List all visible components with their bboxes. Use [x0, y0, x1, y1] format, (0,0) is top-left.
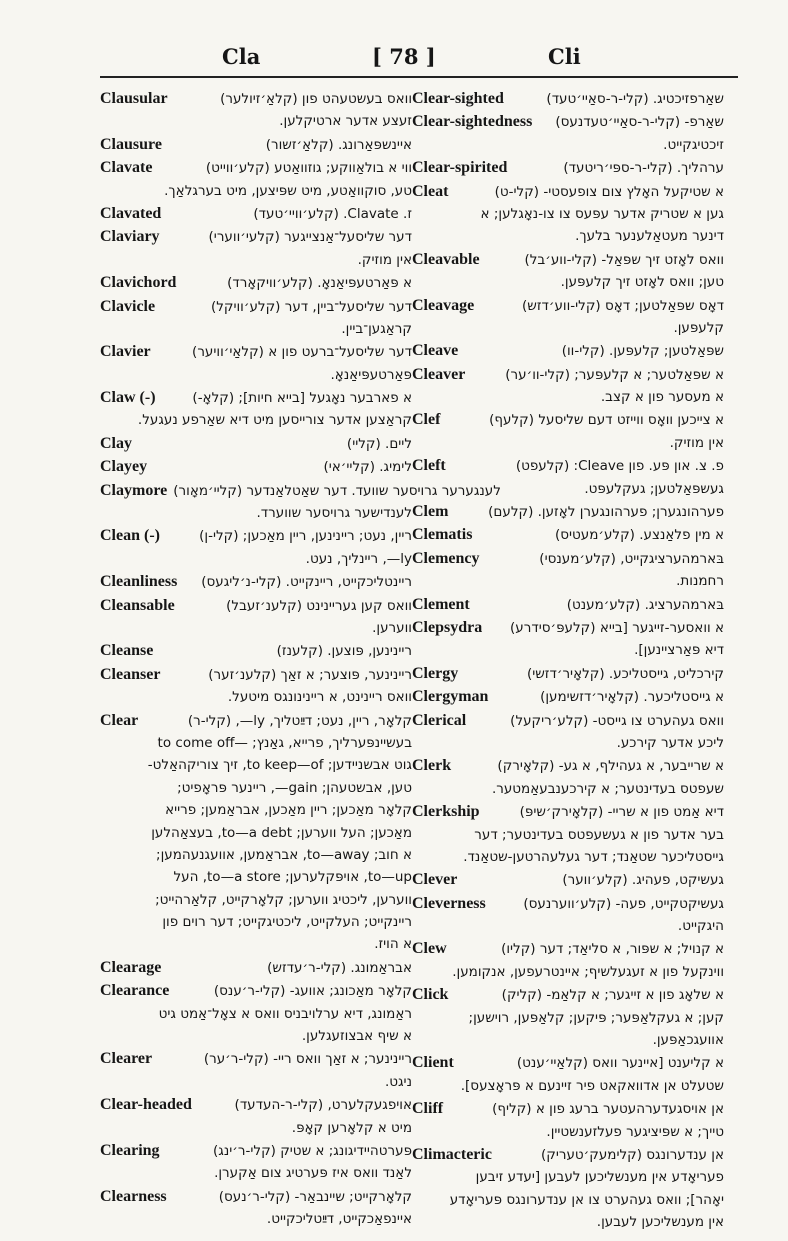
dictionary-entry [412, 524, 724, 546]
entry-first-line [412, 1052, 724, 1074]
entry-headword: Claw (-) [100, 389, 156, 407]
entry-first-line [412, 710, 724, 732]
entry-definition-line: דאָס שפּאַלטען; דאָס (קלי-ווע׳דזש) [521, 297, 724, 314]
entry-definition-line: ווערען. [372, 619, 412, 636]
entry-first-line [412, 617, 724, 639]
dictionary-entry [412, 663, 724, 685]
entry-definition-line: אין מענשליכען לעבען. [596, 1214, 724, 1231]
entry-first-line [100, 387, 412, 409]
entry-definition-line: ראַמונג, דיא ערלויבניס וואס א צאָל־אַמט גיט [158, 1005, 412, 1022]
entry-definition-line: א שלאָג פון א זייגער; א קלאַמ- (קליק) [501, 987, 724, 1004]
dictionary-entry [100, 1094, 412, 1139]
entry-definition-line: א וואסער-זייגער [בייא (קלעפּ׳סידרע) [510, 619, 724, 636]
entry-first-line [100, 226, 412, 248]
entry-headword: Clear-headed [100, 1096, 192, 1114]
left-guide-word: Cla [222, 44, 261, 69]
entry-definition-line: א הויז. [374, 936, 412, 953]
right-column [412, 88, 724, 1235]
entry-definition-line: ווי א בולאַווקע; גוזוואַטע (קלע׳ווייט) [205, 160, 412, 177]
entry-headword: Clearance [100, 982, 170, 1000]
entry-definition-line: א שרייבער, א געהילף, א גע- (קלאָירק) [497, 758, 724, 775]
entry-headword: Clemency [412, 549, 480, 567]
entry-definition-line: קלאָר מאַכען; ריין מאַכען, אבראַמען; פרייא [165, 802, 412, 819]
entry-first-line [412, 88, 724, 110]
entry-headword: Clay [100, 434, 132, 452]
entry-headword: Clavier [100, 343, 151, 361]
entry-definition-line: געשפּאַלטען; געקלעפּט. [584, 480, 724, 497]
entry-definition-line: א מעסער פון א קצב. [600, 389, 724, 406]
entry-definition-line: גוט אבשניידען; to keep—of, זיך צוריקהאַלט- [147, 757, 412, 774]
entry-first-line [100, 1140, 412, 1162]
entry-headword: Clear-sightedness [412, 113, 533, 131]
dictionary-entry [100, 341, 412, 386]
entry-definition-line: רחמנות. [676, 573, 724, 590]
entry-definition-line: טע, סוקוואַטע, מיט שפּיצען, מיט בערגלאַך. [164, 182, 412, 199]
entry-first-line [412, 1144, 724, 1166]
entry-first-line [412, 364, 724, 386]
entry-first-line [100, 957, 412, 979]
entry-headword: Clew [412, 940, 447, 958]
entry-headword: Cleanse [100, 642, 154, 660]
entry-definition-line: וואס קען געריינינט (קלענ׳זעבל) [226, 597, 412, 614]
entry-first-line [412, 663, 724, 685]
entry-definition-line: איינשפּאַרונג. (קלאַ׳זשור) [265, 136, 412, 153]
entry-definition-line: אן אויסגעדערהעטער ברעג פון א (קליף) [492, 1101, 724, 1118]
entry-first-line [412, 111, 724, 133]
entry-definition-line: היגקייט. [677, 918, 724, 935]
entry-definition-line: ניגט. [384, 1073, 412, 1090]
entry-definition-line: געשיקט, פעהיג. (קלע׳ווער) [562, 872, 724, 889]
entry-first-line [100, 664, 412, 686]
dictionary-entry [412, 801, 724, 868]
entry-first-line [412, 455, 724, 477]
entry-headword: Claviary [100, 228, 160, 246]
entry-headword: Clavicle [100, 297, 156, 315]
entry-headword: Clematis [412, 526, 473, 544]
entry-definition-line: ריינינער; א זאַך וואס ריי- (קלי-ר׳ער) [203, 1051, 412, 1068]
entry-first-line [412, 938, 724, 960]
entry-first-line [100, 88, 412, 110]
entry-headword: Clavated [100, 204, 162, 222]
entry-headword: Cleave [412, 342, 459, 360]
entry-first-line [412, 181, 724, 203]
entry-first-line [100, 1048, 412, 1070]
entry-first-line [100, 157, 412, 179]
entry-definition-line: קלאָרקייט; שיינבאַר- (קלי-ר׳נעס) [218, 1188, 412, 1205]
entry-headword: Clayey [100, 458, 148, 476]
entry-headword: Climacteric [412, 1145, 492, 1163]
dictionary-entry [412, 755, 724, 800]
entry-headword: Clear-sighted [412, 90, 504, 107]
entry-definition-line: ערהליך. (קלי-ר-ספּי׳ריטעד) [563, 160, 724, 177]
entry-definition-line: א פּאַרטעפּיאַנאָ. (קלע׳וויקאָרד) [227, 275, 412, 292]
entry-definition-line: דינער מעטאַלענער בלעך. [575, 228, 724, 245]
dictionary-entry [100, 134, 412, 156]
entry-headword: Cleanliness [100, 573, 178, 591]
dictionary-entry [412, 686, 724, 708]
dictionary-entry [412, 710, 724, 755]
page-number: [ 78 ] [372, 44, 436, 69]
entry-headword: Client [412, 1054, 454, 1072]
entry-first-line [100, 134, 412, 156]
dictionary-entry [100, 1140, 412, 1185]
dictionary-entry [412, 1098, 724, 1143]
entry-definition-line: ליים. (קליי) [346, 435, 412, 452]
entry-definition-line: בּארמהערציגקייט, (קלע׳מענסי) [539, 550, 724, 567]
entry-definition-line: פּערטהיידיגונג; א שטיק (קלי-ר׳ינג) [213, 1142, 412, 1159]
entry-definition-line: א חוב; to—away, אבראַמען, אוועגנעהמען; [156, 846, 412, 863]
entry-headword: Clearness [100, 1187, 167, 1205]
dictionary-entry [412, 181, 724, 248]
entry-definition-line: א מין פלאַנצע. (קלע׳מעטיס) [554, 527, 724, 544]
entry-headword: Clear [100, 711, 139, 729]
dictionary-entry [412, 1052, 724, 1097]
entry-first-line [100, 480, 501, 502]
entry-definition-line: געשיקטקייט, פעה- (קלע׳ווערנעס) [523, 895, 724, 912]
entry-definition-line: שאַרפ- (קלי-ר-סאַיי׳טעדנעס) [555, 114, 724, 131]
entry-definition-line: א שיף אבצוזעגלען. [301, 1028, 412, 1045]
dictionary-entry [412, 88, 724, 110]
dictionary-entry [412, 340, 724, 362]
header-rule [100, 76, 738, 78]
entry-definition-line: מיט א קלאָרען קאָפּ. [291, 1119, 412, 1136]
entry-first-line [412, 984, 724, 1006]
dictionary-entry [100, 525, 412, 570]
entry-first-line [412, 249, 724, 271]
entry-first-line [412, 548, 724, 570]
entry-definition-line: וואס לאָזט זיך שפּאַל- (קלי-ווע׳בל) [524, 251, 724, 268]
entry-headword: Clean (-) [100, 527, 160, 545]
entry-definition-line: ריינינער, פּוצער; א זאַך (קלענ׳זער) [208, 666, 412, 683]
entry-headword: Clausure [100, 135, 162, 153]
entry-headword: Clem [412, 503, 449, 521]
entry-definition-line: אבראַמונג. (קלי-ר׳עדזש) [267, 959, 412, 976]
entry-definition-line: לענגערער גרויסער שוועד. דער שאַטלאַנדער (קליי׳מאָור) [173, 482, 501, 499]
entry-definition-line: מאַכען; העל ווערען; to—a debt, בעצאַהלען [151, 824, 412, 841]
entry-headword: Clergy [412, 664, 459, 682]
entry-first-line [412, 501, 724, 523]
entry-definition-line: א גייסטליכער. (קלאָיר׳דזשימען) [540, 689, 724, 706]
entry-definition-line: בּארמהערציג. (קלע׳מענט) [566, 596, 724, 613]
entry-definition-line: קראַגען־ביין. [341, 320, 412, 337]
entry-headword: Clavate [100, 159, 153, 177]
entry-first-line [412, 295, 724, 317]
entry-first-line [412, 594, 724, 616]
entry-definition-line: דער שליסעל־אַנצייגער (קלעי׳ווערי) [208, 229, 412, 246]
entry-definition-line: קראַצען אדער צורייסען מיט דיא שאַרפע נעגעל. [137, 412, 412, 429]
entry-definition-line: א פארבער נאָגעל [בייא חיות]; (קלאָ-) [192, 390, 412, 407]
entry-first-line [100, 433, 412, 455]
dictionary-entry [100, 88, 412, 133]
dictionary-entry [412, 938, 724, 983]
entry-definition-line: אין מוזיק. [669, 434, 724, 451]
dictionary-entry [100, 571, 412, 593]
dictionary-entry [412, 984, 724, 1051]
entry-headword: Cleavage [412, 296, 475, 314]
entry-definition-line: שעפטס בעדינטער; א קירכענבעאַמטער. [491, 780, 724, 797]
entry-headword: Click [412, 986, 449, 1004]
entry-headword: Clear-spirited [412, 159, 508, 177]
entry-definition-line: דער שליסעל־ביין, דער (קלע׳וויקל) [210, 298, 412, 315]
entry-definition-line: בעשיינפּערליך, פרייא, גאַנץ; —to come off [157, 734, 412, 751]
entry-definition-line: אין מוזיק. [357, 251, 412, 268]
entry-headword: Clavichord [100, 274, 177, 292]
entry-definition-line: אויפגעקלערט, (קלי-ר-העדעד) [234, 1097, 412, 1114]
dictionary-entry [100, 296, 412, 341]
entry-first-line [100, 272, 412, 294]
entry-definition-line: קען; א געקלאַפּער; פּיקען; קלאַפּען, רוישען; [468, 1009, 724, 1026]
entry-definition-line: ריינקייט; העלקייט, ליכטיגקייט; דער רוים פון [162, 914, 412, 931]
entry-first-line [100, 595, 412, 617]
entry-headword: Cleat [412, 182, 449, 200]
entry-definition-line: שפּאַלטען; קלעפּען. (קלי-וו) [561, 343, 724, 360]
entry-first-line [412, 340, 724, 362]
entry-headword: Clerical [412, 711, 467, 729]
entry-first-line [100, 980, 412, 1002]
entry-headword: Cleanser [100, 665, 161, 683]
entry-headword: Clausular [100, 90, 168, 107]
entry-definition-line: יאָהר]; וואס געהערט צו אן ענדערונגס פּעריאָדע [449, 1191, 724, 1208]
entry-first-line [412, 524, 724, 546]
entry-headword: Cleaver [412, 365, 466, 383]
entry-first-line [412, 157, 724, 179]
entry-definition-line: ווינקעל פון א זעגעלשיף; איינטרעפען, אנקומען. [452, 963, 724, 980]
entry-first-line [412, 755, 724, 777]
dictionary-entry [100, 664, 412, 709]
entry-definition-line: וואס ריינינט, א ריינינונגס מיטעל. [227, 689, 412, 706]
entry-definition-line: דיא אַמט פון א שריי- (קלאָירק׳שיפּ) [519, 804, 724, 821]
dictionary-entry [100, 595, 412, 640]
dictionary-entry [100, 157, 412, 202]
entry-definition-line: קירכליט, גייסטליכע. (קלאָיר׳דזשי) [526, 665, 724, 682]
entry-definition-line: לענדישער גרויסער שווערד. [256, 505, 412, 522]
dictionary-entry [412, 869, 724, 891]
entry-definition-line: טען, אבשטעהן; gain—, ריינער פּראָפיט; [177, 779, 412, 796]
entry-definition-line: גען א שטריק אדער עפּעס צו צו-נאָגלען; א [480, 205, 724, 222]
entry-headword: Cleavable [412, 250, 480, 268]
dictionary-entry [412, 295, 724, 340]
entry-definition-line: איינפאַכקייט, דײַטליכקייט. [266, 1211, 412, 1228]
dictionary-entry [412, 501, 724, 523]
dictionary-entry [412, 455, 724, 500]
entry-definition-line: ריינטליכקייט, ריינקייט. (קלי-נ׳ליגעס) [201, 574, 412, 591]
entry-definition-line: קלאָר, ריין, נעט; דײַטליך, ly—, (קלי-ר) [187, 712, 412, 729]
entry-first-line [412, 869, 724, 891]
entry-definition-line: ריין, נעט; ריינינען, ריין מאַכען; (קלי-ן) [199, 528, 412, 545]
entry-definition-line: קלאָר מאַכונג; אוועג- (קלי-ר׳ענס) [213, 983, 412, 1000]
entry-first-line [100, 1094, 412, 1116]
entry-definition-line: אוועגכאַפּען. [652, 1032, 724, 1049]
dictionary-entry [412, 594, 724, 616]
entry-definition-line: אן ענדערונגס (קלימעק׳טעריק) [540, 1146, 724, 1163]
entry-first-line [100, 341, 412, 363]
entry-headword: Clerkship [412, 803, 480, 821]
entry-definition-line: טייך; א שפּיציגער פעלזענשטיין. [546, 1123, 724, 1140]
entry-headword: Claymore [100, 481, 168, 499]
entry-first-line [412, 801, 724, 823]
dictionary-entry [100, 226, 412, 271]
dictionary-entry [100, 387, 412, 432]
right-guide-word: Cli [548, 44, 581, 69]
entry-headword: Clearing [100, 1141, 160, 1159]
entry-definition-line: פּאַרטעפּיאַנאָ. [330, 366, 412, 383]
entry-definition-line: א קנויל; א שפּור, א סליאַד; דער (קליו) [501, 941, 724, 958]
entry-definition-line: לאַנד וואס איז פּערטיג צום אַקערן. [214, 1165, 412, 1182]
entry-definition-line: ז. Clavate. (קלע׳וויי׳טעד) [253, 205, 412, 222]
entry-first-line [412, 409, 724, 431]
dictionary-entry [100, 1186, 412, 1231]
entry-definition-line: גייסטליכער שטאַנד; דער געלעהרטען-שטאַנד. [463, 848, 724, 865]
entry-definition-line: ווערען, ליכטיג ווערען; קלאָרקייט, קלאַרהייט; [155, 891, 412, 908]
entry-headword: Cleverness [412, 894, 486, 912]
entry-headword: Clearer [100, 1050, 153, 1068]
entry-first-line [100, 571, 412, 593]
dictionary-entry [412, 548, 724, 593]
entry-headword: Clerk [412, 757, 452, 775]
entry-definition-line: א שפּאַלטער; א קלעפּער; (קלי-וו׳ער) [505, 366, 724, 383]
entry-first-line [100, 1186, 412, 1208]
dictionary-entry [100, 433, 412, 455]
dictionary-entry [412, 893, 724, 938]
entry-definition-line: ly—, ריינליך, נעט. [305, 550, 412, 567]
entry-headword: Clever [412, 871, 458, 889]
entry-headword: Clergyman [412, 688, 489, 706]
entry-definition-line: וואס געהערט צו גייסט- (קלע׳ריקעל) [510, 712, 724, 729]
entry-definition-line: טען; וואס לאָזט זיך קלעפּען. [560, 274, 724, 291]
entry-first-line [100, 456, 412, 478]
entry-definition-line: לימיג. (קליי׳אי) [323, 459, 412, 476]
entry-headword: Cleft [412, 457, 446, 475]
entry-first-line [412, 893, 724, 915]
dictionary-entry [100, 957, 412, 979]
entry-first-line [100, 710, 412, 732]
dictionary-entry [412, 249, 724, 294]
entry-headword: Clepsydra [412, 618, 483, 636]
entry-headword: Cliff [412, 1100, 444, 1118]
entry-headword: Clef [412, 411, 441, 429]
entry-definition-line: ליכע אדער קירכע. [616, 734, 724, 751]
entry-definition-line: פעריאָדע אין מענשליכען לעבען [יעדע זיבען [475, 1169, 724, 1186]
dictionary-entry [412, 1144, 724, 1234]
dictionary-entry [412, 364, 724, 409]
entry-definition-line: זעצע אדער ארטיקלען. [279, 113, 412, 130]
entry-headword: Cleansable [100, 596, 175, 614]
entry-definition-line: זיכטיגקייט. [663, 136, 724, 153]
entry-definition-line: דער שליסעל־ברעט פון א (קלאַי׳וויער) [192, 344, 412, 361]
entry-definition-line: קלעפּען. [673, 319, 724, 336]
dictionary-entry [100, 456, 412, 478]
entry-definition-line: א קליענט [איינער וואס (קלאַיי׳ענט) [516, 1055, 724, 1072]
entry-definition-line: to—up, אויפּקלערען; to—a store, העל [173, 869, 412, 886]
dictionary-entry [100, 1048, 412, 1093]
dictionary-entry [100, 640, 412, 662]
entry-definition-line: שטעלט אן אדוואקאט פיר זיינעם א פּראָצעס]. [460, 1077, 724, 1094]
dictionary-entry [100, 710, 412, 956]
entry-definition-line: א שטיקעל האָלץ צום צופעסטי- (קלי-ט) [494, 183, 724, 200]
entry-first-line [100, 203, 412, 225]
entry-headword: Clement [412, 595, 470, 613]
entry-definition-line: ריינינען, פּוצען. (קלענז) [276, 643, 412, 660]
dictionary-entry [100, 203, 412, 225]
entry-definition-line: בער אדער פון א געשעפטס בעדינטער; דער [474, 826, 724, 843]
entry-first-line [100, 640, 412, 662]
dictionary-entry [100, 272, 412, 294]
dictionary-entry [412, 111, 724, 156]
entry-definition-line: א צייכען וואָס ווייזט דעם שליסעל (קלעף) [489, 412, 724, 429]
entry-first-line [100, 525, 412, 547]
entry-first-line [412, 1098, 724, 1120]
entry-first-line [412, 686, 724, 708]
entry-definition-line: וואס בעשטעהט פון (קלאַ׳זיולער) [220, 91, 412, 107]
dictionary-entry [100, 980, 412, 1047]
page-header [0, 38, 788, 78]
entry-definition-line: פערהונגערן; פערהונגערן לאָזען. (קלעם) [488, 504, 724, 521]
dictionary-entry [412, 157, 724, 179]
dictionary-entry [412, 617, 724, 662]
entry-headword: Clearage [100, 958, 162, 976]
entry-definition-line: שאַרפזיכטיג. (קלי-ר-סאַיי׳טעד) [546, 91, 724, 107]
entry-definition-line: פ. צ. און פּע. פון Cleave: (קלעפט) [515, 458, 724, 475]
dictionary-entry [412, 409, 724, 454]
entry-first-line [100, 296, 412, 318]
entry-definition-line: דיא פּאַרציינען]. [634, 642, 724, 659]
